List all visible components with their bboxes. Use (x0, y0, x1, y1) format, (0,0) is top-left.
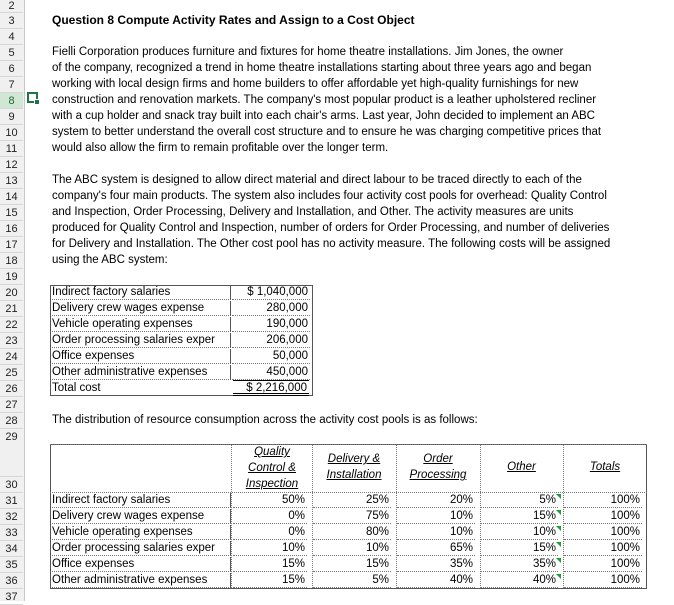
cost-label[interactable]: Other administrative expenses (52, 365, 231, 380)
header-other[interactable]: Other (507, 461, 536, 473)
distribution-cell-q[interactable]: 15% (233, 557, 307, 572)
row-number[interactable]: 5 (0, 45, 23, 61)
distribution-cell-q[interactable]: 0% (233, 525, 307, 540)
header-quality-control[interactable]: Quality (254, 446, 290, 458)
row-number[interactable]: 6 (0, 61, 23, 77)
row-number[interactable]: 11 (0, 141, 23, 157)
row-number[interactable]: 30 (0, 477, 23, 493)
row-number[interactable]: 27 (0, 397, 23, 413)
distribution-cell-t[interactable]: 100% (564, 541, 642, 556)
paragraph-line: company's four main products. The system also includes four activity cost pools for overhead: Quality Control (52, 190, 607, 202)
distribution-cell-t[interactable]: 100% (564, 573, 642, 588)
distribution-row-label[interactable]: Vehicle operating expenses (52, 525, 231, 540)
paragraph-line: Fielli Corporation produces furniture and fixtures for home theatre installations. Jim Jones, the owner (52, 46, 564, 58)
header-delivery-installation[interactable]: Installation (326, 469, 382, 481)
error-indicator-icon (556, 526, 561, 531)
row-number[interactable]: 14 (0, 189, 23, 205)
distribution-cell-d[interactable]: 25% (313, 493, 391, 508)
row-number[interactable]: 37 (0, 589, 23, 605)
row-number[interactable]: 23 (0, 333, 23, 349)
row-number[interactable]: 21 (0, 301, 23, 317)
row-number[interactable]: 31 (0, 493, 23, 509)
row-number[interactable]: 24 (0, 349, 23, 365)
distribution-row-label[interactable]: Order processing salaries exper (52, 541, 231, 556)
paragraph-line: The ABC system is designed to allow direct material and direct labour to be traced directly to each of the (52, 174, 582, 186)
cost-value[interactable]: 280,000 (232, 301, 310, 316)
distribution-cell-o[interactable]: 10% (397, 509, 475, 524)
row-number[interactable]: 4 (0, 29, 23, 45)
distribution-cell-t[interactable]: 100% (564, 557, 642, 572)
cost-label[interactable]: Delivery crew wages expense (52, 301, 231, 316)
row-header-column[interactable] (0, 0, 25, 601)
error-indicator-icon (556, 542, 561, 547)
row-number[interactable]: 25 (0, 365, 23, 381)
header-delivery-installation[interactable]: Delivery & (327, 453, 381, 465)
distribution-intro: The distribution of resource consumption across the activity cost pools is as follows: (52, 414, 478, 426)
header-top-line (50, 444, 647, 445)
distribution-cell-q[interactable]: 10% (233, 541, 307, 556)
active-cell-selection[interactable] (27, 92, 38, 103)
cost-label[interactable]: Office expenses (52, 349, 231, 364)
row-number[interactable]: 22 (0, 317, 23, 333)
total-cost-label[interactable]: Total cost (52, 382, 101, 394)
distribution-cell-t[interactable]: 100% (564, 509, 642, 524)
distribution-cell-x[interactable]: 10% (481, 525, 558, 540)
error-indicator-icon (556, 494, 561, 499)
cost-label[interactable]: Order processing salaries exper (52, 333, 231, 348)
paragraph-line: would also allow the firm to remain profitable over the longer term. (52, 142, 389, 154)
row-number[interactable]: 17 (0, 237, 23, 253)
row-number[interactable]: 33 (0, 525, 23, 541)
header-order-processing[interactable]: Order (423, 453, 453, 465)
distribution-row-label[interactable]: Office expenses (52, 557, 231, 572)
paragraph-line: of the company, recognized a trend in home theatre installations starting about three years ago and began (52, 62, 592, 74)
row-number[interactable]: 28 (0, 413, 23, 429)
error-indicator-icon (556, 558, 561, 563)
distribution-cell-x[interactable]: 15% (481, 541, 558, 556)
distribution-cell-o[interactable]: 10% (397, 525, 475, 540)
error-indicator-icon (556, 574, 561, 579)
row-number[interactable]: 15 (0, 205, 23, 221)
row-number[interactable]: 18 (0, 253, 23, 269)
cost-value[interactable]: 450,000 (232, 365, 310, 380)
row-number[interactable]: 35 (0, 557, 23, 573)
row-number[interactable]: 32 (0, 509, 23, 525)
cost-label[interactable]: Indirect factory salaries (52, 285, 231, 300)
row-number[interactable]: 34 (0, 541, 23, 557)
row-number[interactable]: 26 (0, 381, 23, 397)
row-number[interactable]: 7 (0, 77, 23, 93)
paragraph-line: working with local design firms and home builders to offer affordable yet high-quality furnishings for new (52, 78, 579, 90)
distribution-cell-x[interactable]: 40% (481, 573, 558, 588)
row-number[interactable]: 29 (0, 429, 23, 477)
paragraph-line: using the ABC system: (52, 254, 168, 266)
row-number[interactable]: 13 (0, 173, 23, 189)
header-totals[interactable]: Totals (589, 461, 621, 473)
distribution-cell-x[interactable]: 5% (481, 493, 558, 508)
distribution-cell-d[interactable]: 75% (313, 509, 391, 524)
distribution-cell-o[interactable]: 35% (397, 557, 475, 572)
paragraph-line: system to better understand the overall cost structure and to ensure he was charging competitive prices that (52, 126, 602, 138)
cost-value[interactable]: 190,000 (232, 317, 310, 332)
total-cost-value[interactable]: $ 2,216,000 (233, 380, 309, 396)
row-number[interactable]: 9 (0, 109, 23, 125)
row-number[interactable]: 36 (0, 573, 23, 589)
row-number[interactable]: 8 (0, 93, 23, 109)
paragraph-line: with a cup holder and snack tray built into each chair's arms. Last year, John decided to implement an ABC (52, 110, 595, 122)
cost-value[interactable]: $ 1,040,000 (232, 285, 310, 300)
distribution-cell-d[interactable]: 15% (313, 557, 391, 572)
row-number[interactable]: 20 (0, 285, 23, 301)
distribution-cell-q[interactable]: 50% (233, 493, 307, 508)
row-number[interactable]: 19 (0, 269, 23, 285)
distribution-row-label[interactable]: Indirect factory salaries (52, 493, 231, 508)
column-separator (231, 445, 232, 588)
paragraph-line: produced for Quality Control and Inspection, number of orders for Order Processing, and number of deliveries (52, 222, 610, 234)
error-indicator-icon (556, 510, 561, 515)
header-quality-control[interactable]: Control & (248, 462, 296, 474)
row-number[interactable]: 16 (0, 221, 23, 237)
row-number[interactable]: 10 (0, 125, 23, 141)
distribution-cell-q[interactable]: 0% (233, 509, 307, 524)
question-title: Question 8 Compute Activity Rates and Assign to a Cost Object (52, 13, 415, 27)
distribution-cell-o[interactable]: 40% (397, 573, 475, 588)
distribution-cell-d[interactable]: 10% (313, 541, 391, 556)
distribution-cell-t[interactable]: 100% (564, 525, 642, 540)
row-number[interactable]: 3 (0, 13, 23, 29)
distribution-cell-o[interactable]: 65% (397, 541, 475, 556)
distribution-cell-q[interactable]: 15% (233, 573, 307, 588)
header-order-processing[interactable]: Processing (409, 469, 467, 481)
distribution-cell-t[interactable]: 100% (564, 493, 642, 508)
cost-value[interactable]: 206,000 (232, 333, 310, 348)
distribution-row-label[interactable]: Other administrative expenses (52, 573, 231, 588)
header-quality-control[interactable]: Inspection (245, 478, 299, 490)
cost-value[interactable]: 50,000 (232, 349, 310, 364)
distribution-cell-x[interactable]: 35% (481, 557, 558, 572)
paragraph-line: construction and renovation markets. The company's most popular product is a leather upholstered recliner (52, 94, 597, 106)
paragraph-line: for Delivery and Installation. The Other cost pool has no activity measure. The following costs will be assigned (52, 238, 611, 250)
paragraph-line: and Inspection, Order Processing, Delivery and Installation, and Other. The activity measures are units (52, 206, 574, 218)
distribution-cell-o[interactable]: 20% (397, 493, 475, 508)
distribution-cell-x[interactable]: 15% (481, 509, 558, 524)
row-number[interactable]: 2 (0, 0, 23, 13)
distribution-row-label[interactable]: Delivery crew wages expense (52, 509, 231, 524)
cost-label[interactable]: Vehicle operating expenses (52, 317, 231, 332)
row-number[interactable]: 12 (0, 157, 23, 173)
distribution-cell-d[interactable]: 5% (313, 573, 391, 588)
distribution-cell-d[interactable]: 80% (313, 525, 391, 540)
